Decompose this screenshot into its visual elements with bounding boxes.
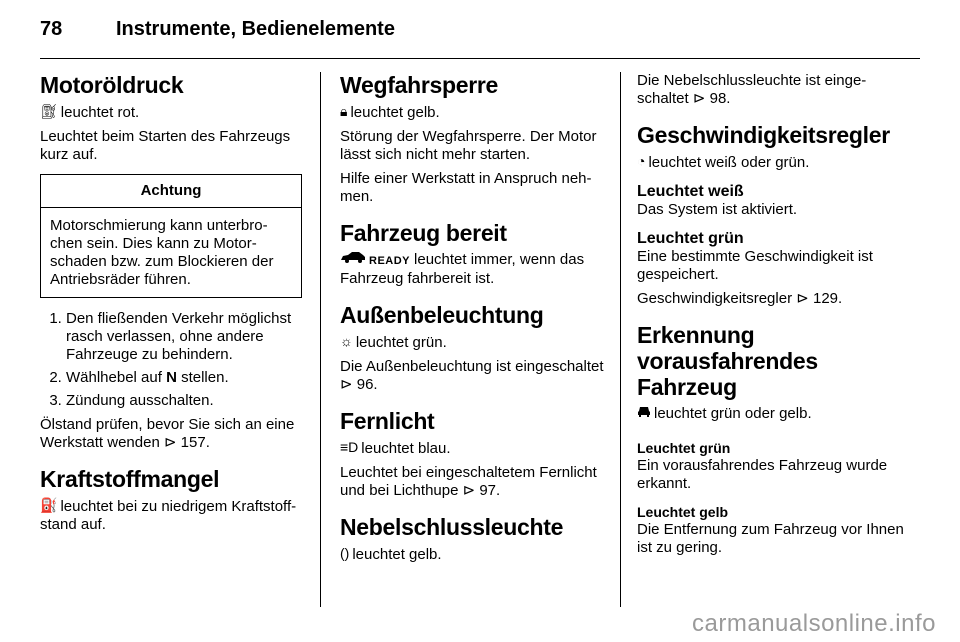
cruise-control-indicator: ◔ leuchtet weiß oder grün. (637, 153, 810, 171)
detect-green-text: Ein vorausfahrendes Fahrzeug wurde erkannt. (637, 457, 888, 492)
watermark: carmanualsonline.info (692, 610, 936, 637)
detect-yellow-heading: Leuchtet gelb (637, 504, 729, 520)
immobiliser-indicator: 🔒︎ leuchtet gelb. (340, 103, 440, 121)
high-beam-icon: ≡D (340, 439, 359, 455)
warning-title: Achtung (41, 175, 301, 208)
column-2 (340, 72, 606, 570)
detect-yellow-text: Die Entfernung zum Fahrzeug vor Ihnen ist zu gering. (637, 521, 904, 556)
rear-fog-icon: () (340, 545, 350, 561)
lit-green-text: Eine bestimmte Geschwindigkeit ist gespeichert. (637, 248, 873, 283)
lit-white-text: Das System ist aktiviert. (637, 201, 798, 218)
ready-label: READY (369, 255, 411, 267)
rear-fog-indicator: () leuchtet gelb. (340, 545, 442, 563)
car-ready-icon (340, 250, 366, 268)
rear-fog-text: Die Nebelschlussleuchte ist eingeschaltet ⊳ 98. (637, 72, 867, 107)
page-title: Instrumente, Bedienelemente (116, 18, 395, 40)
oil-check-text: Ölstand prüfen, bevor Sie sich an eine Werkstatt wenden ⊳ 157. (40, 416, 295, 451)
immobiliser-text-2: Hilfe einer Werkstatt in Anspruch nehmen. (340, 170, 592, 205)
warning-box (40, 174, 302, 298)
detect-green-heading: Leuchtet grün (637, 440, 731, 456)
ready-heading: Fahrzeug bereit (340, 220, 507, 246)
speedometer-icon: ◔ (637, 153, 646, 169)
car-key-icon: 🔒︎ (340, 103, 348, 119)
header-rule (40, 58, 920, 59)
high-beam-text: Leuchtet bei eingeschaltetem Fernlicht und bei Lichthupe ⊳ 97. (340, 464, 597, 499)
warning-text: Motorschmierung kann unterbrochen sein. Dies kann zu Motorschaden bzw. zum Blockieren der Antriebsräder führen. (50, 217, 274, 288)
vehicle-detection-heading: Erkennung vorausfahrendes Fahrzeug (637, 322, 818, 400)
fuel-indicator: ⛽ leuchtet bei zu niedrigem Kraftstoffstand auf. (40, 497, 297, 533)
side-light-icon: ☼ (340, 333, 353, 349)
step-item: 1. Den fließenden Verkehr möglichst rasch verlassen, ohne andere Fahrzeuge zu behindern. (66, 310, 302, 364)
high-beam-heading: Fernlicht (340, 408, 435, 434)
step-item: 2. Wählhebel auf N stellen. (66, 369, 302, 387)
immobiliser-heading: Wegfahrsperre (340, 72, 499, 98)
high-beam-indicator: ≡D leuchtet blau. (340, 439, 451, 457)
column-1 (40, 72, 302, 540)
exterior-light-heading: Außenbeleuchtung (340, 302, 544, 328)
vehicle-detection-indicator: leuchtet grün oder gelb. (637, 404, 907, 423)
oil-pressure-text: Leuchtet beim Starten des Fahrzeugs kurz auf. (40, 128, 291, 163)
oil-pressure-heading: Motoröldruck (40, 72, 184, 98)
step-item: 3. Zündung ausschalten. (66, 392, 302, 410)
lit-green-heading: Leuchtet grün (637, 230, 744, 247)
fuel-heading: Kraftstoffmangel (40, 466, 220, 492)
immobiliser-text-1: Störung der Wegfahrsperre. Der Motor lässt sich nicht mehr starten. (340, 128, 597, 163)
oil-pressure-indicator: ⛽︎ leuchtet rot. (40, 103, 140, 121)
exterior-light-indicator: ☼ leuchtet grün. (340, 333, 447, 351)
car-front-icon (637, 404, 651, 422)
column-divider-2 (620, 72, 621, 607)
fuel-pump-icon: ⛽ (40, 497, 58, 513)
cruise-control-heading: Geschwindigkeitsregler (637, 122, 890, 148)
page-number: 78 (40, 18, 63, 40)
cruise-ref-text: Geschwindigkeitsregler ⊳ 129. (637, 290, 843, 307)
lit-white-heading: Leuchtet weiß (637, 183, 744, 200)
exterior-light-text: Die Außenbeleuchtung ist eingeschaltet ⊳ 96. (340, 358, 604, 393)
column-divider-1 (320, 72, 321, 607)
steps-list (40, 310, 302, 410)
rear-fog-heading: Nebelschlussleuchte (340, 514, 564, 540)
ready-indicator: READY leuchtet immer, wenn das Fahrzeug fahrbereit ist. (340, 251, 585, 287)
column-3 (637, 72, 907, 563)
oil-can-icon: ⛽︎ (40, 103, 58, 119)
